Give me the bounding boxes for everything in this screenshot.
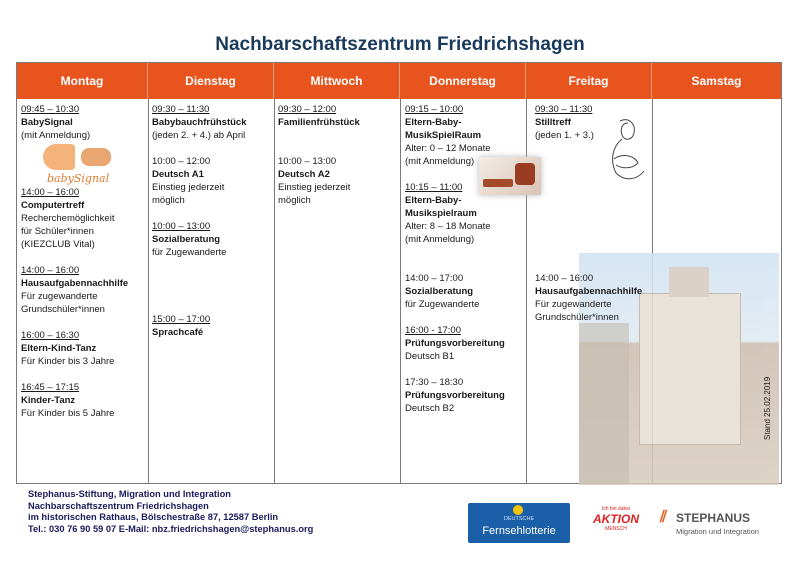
header-samstag: Samstag xyxy=(652,63,781,99)
event-note: (mit Anmeldung) xyxy=(21,130,91,141)
tree-icon xyxy=(579,323,629,483)
event-name: Eltern-Kind-Tanz xyxy=(21,343,97,354)
event-time: 09:30 – 11:30 xyxy=(535,104,593,115)
event-name: Deutsch A1 xyxy=(152,169,204,180)
column-donnerstag xyxy=(405,103,525,415)
event-note: (jeden 1. + 3.) xyxy=(535,130,594,141)
page-title: Nachbarschaftszentrum Friedrichshagen xyxy=(215,34,585,55)
event-detail: Einstieg jederzeit xyxy=(152,182,225,193)
event-time: 16:00 - 17:00 xyxy=(405,325,461,336)
event-detail: Alter: 0 – 12 Monate xyxy=(405,143,491,154)
event-detail: Für Kinder bis 3 Jahre xyxy=(21,356,115,367)
header-donnerstag: Donnerstag xyxy=(400,63,526,99)
event-time: 10:15 – 11:00 xyxy=(405,182,463,193)
fernsehlotterie-text: Fernsehlotterie xyxy=(482,525,556,537)
hand-icon xyxy=(81,148,111,166)
event-detail: für Schüler*innen xyxy=(21,226,94,237)
event-time: 14:00 – 16:00 xyxy=(21,187,80,198)
footer-address xyxy=(28,489,313,535)
stephanus-mark-icon: ⫽ xyxy=(660,509,668,526)
tower-icon xyxy=(669,267,709,297)
event-detail: Grundschüler*innen xyxy=(535,312,619,323)
event-time: 14:00 – 16:00 xyxy=(21,265,80,276)
column-dienstag xyxy=(152,103,272,339)
event-time: 09:30 – 12:00 xyxy=(278,104,337,115)
header-montag: Montag xyxy=(17,63,148,99)
event-detail: Einstieg jederzeit xyxy=(278,182,351,193)
event-time: 10:00 – 12:00 xyxy=(152,156,211,167)
event-time: 10:00 – 13:00 xyxy=(278,156,337,167)
babysignal-logo-text: babySignal xyxy=(47,172,110,185)
column-montag xyxy=(21,103,145,420)
aktion-sub-text: MENSCH xyxy=(605,526,627,532)
event-name: Sprachcafé xyxy=(152,327,204,338)
footer-line: Stephanus-Stiftung, Migration und Integration xyxy=(28,489,231,499)
footer-line: Tel.: 030 76 90 59 07 E-Mail: nbz.friedrichshagen@stephanus.org xyxy=(28,523,314,534)
event-time: 15:00 – 17:00 xyxy=(152,314,211,325)
event-name: MusikSpielRaum xyxy=(405,130,482,141)
event-name: Prüfungsvorbereitung xyxy=(405,338,505,349)
instruments-photo xyxy=(479,157,541,195)
header-mittwoch: Mittwoch xyxy=(274,63,400,99)
aktion-text: AKTION xyxy=(593,512,639,526)
stand-date: Stand 25.02.2019 xyxy=(763,376,772,440)
event-detail: (KIEZCLUB Vital) xyxy=(21,239,95,250)
babysignal-logo xyxy=(21,142,145,186)
event-time: 16:45 – 17:15 xyxy=(21,382,80,393)
child-face-icon xyxy=(43,144,75,170)
event-time: 09:15 – 10:00 xyxy=(405,104,464,115)
aktion-top-text: Ich bin dabei xyxy=(601,506,631,512)
event-detail: (mit Anmeldung) xyxy=(405,156,475,167)
event-name: Eltern-Baby- xyxy=(405,117,462,128)
fernsehlotterie-small-text: DEUTSCHE xyxy=(503,516,535,522)
column-divider xyxy=(148,99,149,483)
event-detail: Für zugewanderte xyxy=(535,299,612,310)
header-freitag: Freitag xyxy=(526,63,652,99)
column-divider xyxy=(400,99,401,483)
stephanus-text: STEPHANUS xyxy=(676,511,751,525)
event-detail: (mit Anmeldung) xyxy=(405,234,475,245)
xylophone-icon xyxy=(483,179,513,187)
drum-icon xyxy=(515,163,535,185)
event-name: Hausaufgabennachhilfe xyxy=(21,278,129,289)
column-mittwoch xyxy=(278,103,398,207)
event-name: Prüfungsvorbereitung xyxy=(405,390,505,401)
aktion-mensch-logo xyxy=(590,506,642,546)
event-time: 14:00 – 16:00 xyxy=(535,273,594,284)
stephanus-logo xyxy=(660,509,780,541)
event-detail: Deutsch B2 xyxy=(405,403,455,414)
event-name: Musikspielraum xyxy=(405,208,477,219)
event-detail: Für Kinder bis 5 Jahre xyxy=(21,408,115,419)
sun-icon xyxy=(513,505,523,515)
event-detail: Recherchemöglichkeit xyxy=(21,213,115,224)
event-detail: möglich xyxy=(278,195,311,206)
event-name: Sozialberatung xyxy=(405,286,474,297)
event-time: 14:00 – 17:00 xyxy=(405,273,464,284)
event-name: Babybauchfrühstück xyxy=(152,117,247,128)
event-name: Familienfrühstück xyxy=(278,117,360,128)
event-detail: möglich xyxy=(152,195,185,206)
event-time: 16:00 – 16:30 xyxy=(21,330,80,341)
column-freitag xyxy=(535,103,651,324)
event-note: (jeden 2. + 4.) ab April xyxy=(152,130,246,141)
event-time: 09:45 – 10:30 xyxy=(21,104,80,115)
event-name: Sozialberatung xyxy=(152,234,221,245)
event-name: Stilltreff xyxy=(535,117,571,128)
event-detail: für Zugewanderte xyxy=(152,247,227,258)
fernsehlotterie-logo xyxy=(468,503,570,543)
event-name: Hausaufgabennachhilfe xyxy=(535,286,643,297)
event-time: 17:30 – 18:30 xyxy=(405,377,464,388)
event-name: Deutsch A2 xyxy=(278,169,330,180)
event-time: 09:30 – 11:30 xyxy=(152,104,210,115)
event-name: BabySignal xyxy=(21,117,73,128)
event-detail: Deutsch B1 xyxy=(405,351,455,362)
event-name: Eltern-Baby- xyxy=(405,195,462,206)
building-icon xyxy=(639,293,741,445)
header-dienstag: Dienstag xyxy=(148,63,274,99)
footer-line: im historischen Rathaus, Bölschestraße 87, 12587 Berlin xyxy=(28,512,279,522)
event-name: Computertreff xyxy=(21,200,85,211)
stephanus-sub-text: Migration und Integration xyxy=(676,527,759,536)
event-detail: Grundschüler*innen xyxy=(21,304,105,315)
schedule-table xyxy=(16,62,782,484)
footer-line: Nachbarschaftszentrum Friedrichshagen xyxy=(28,500,209,511)
event-time: 10:00 – 13:00 xyxy=(152,221,211,232)
event-detail: Für zugewanderte xyxy=(21,291,98,302)
event-name: Kinder-Tanz xyxy=(21,395,76,406)
event-detail: für Zugewanderte xyxy=(405,299,480,310)
event-detail: Alter: 8 – 18 Monate xyxy=(405,221,491,232)
column-divider xyxy=(274,99,275,483)
